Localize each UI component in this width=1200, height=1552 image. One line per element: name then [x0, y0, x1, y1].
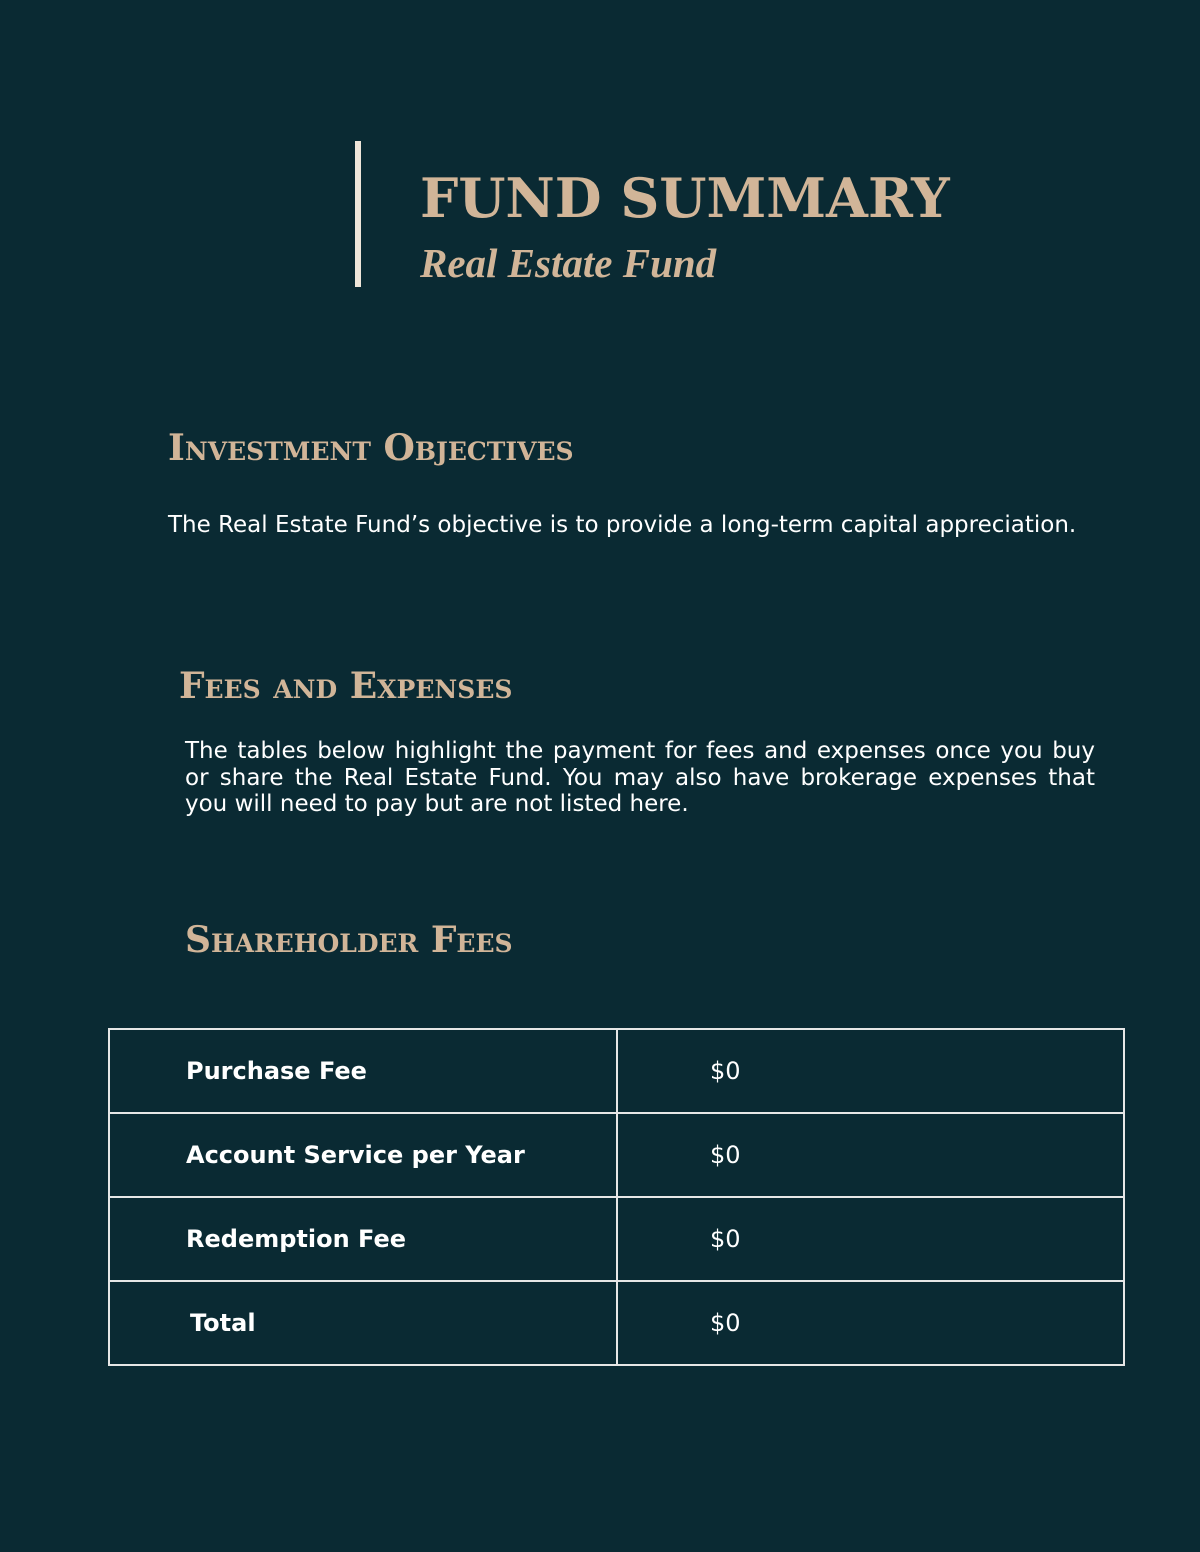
fee-value: $0: [710, 1141, 741, 1169]
total-value-cell: [617, 1281, 1124, 1365]
table-row: [109, 1029, 1124, 1113]
title-accent-bar: [355, 141, 361, 287]
fee-label-cell: [109, 1197, 617, 1281]
total-label: Total: [190, 1309, 256, 1337]
investment-objectives-heading: Investment Objectives: [168, 427, 574, 469]
fee-value-cell: [617, 1029, 1124, 1113]
total-label-cell: [109, 1281, 617, 1365]
page-title: FUND SUMMARY: [420, 166, 950, 230]
shareholder-fees-table: [108, 1028, 1125, 1366]
fee-value-cell: [617, 1113, 1124, 1197]
fee-value: $0: [710, 1057, 741, 1085]
fees-and-expenses-heading: Fees and Expenses: [179, 665, 513, 707]
table-row-total: [109, 1281, 1124, 1365]
fee-label-cell: [109, 1113, 617, 1197]
fee-value: $0: [710, 1225, 741, 1253]
page-subtitle: Real Estate Fund: [420, 240, 717, 286]
table-row: [109, 1113, 1124, 1197]
total-value: $0: [710, 1309, 741, 1337]
fee-label: Redemption Fee: [186, 1225, 407, 1253]
fee-label: Account Service per Year: [186, 1141, 525, 1169]
investment-objectives-text: The Real Estate Fund’s objective is to provide a long-term capital appreciation.: [168, 512, 1077, 538]
table-row: [109, 1197, 1124, 1281]
fees-and-expenses-text: The tables below highlight the payment for fees and expenses once you buy or share the Real Estate Fund. You may also have brokerage expenses that you will need to pay but are not listed here.: [185, 738, 1095, 817]
fee-label-cell: [109, 1029, 617, 1113]
fee-value-cell: [617, 1197, 1124, 1281]
fee-label: Purchase Fee: [186, 1057, 367, 1085]
shareholder-fees-heading: Shareholder Fees: [185, 919, 513, 961]
